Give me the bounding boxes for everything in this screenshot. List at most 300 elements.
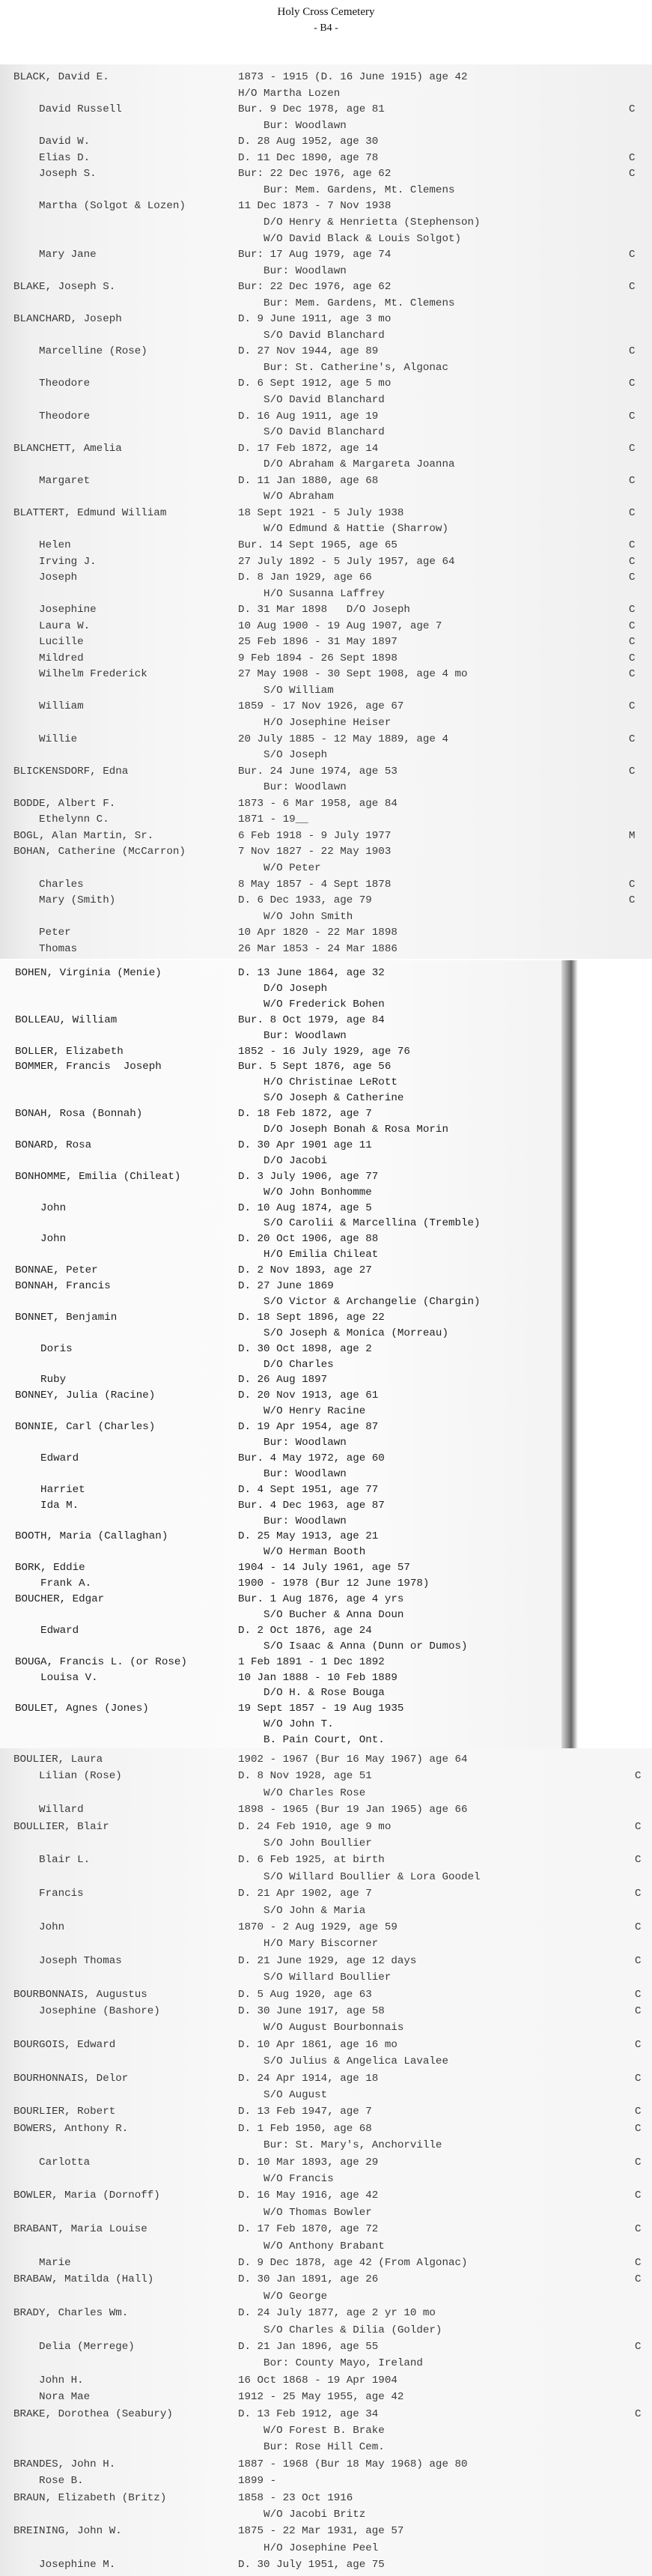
record-marker: C — [635, 2005, 642, 2017]
record-marker: C — [629, 249, 636, 261]
record-row — [0, 505, 652, 521]
record-details: D. 8 Jan 1929, age 66 — [238, 572, 372, 584]
record-name: BORK, Eddie — [15, 1562, 85, 1575]
record-row — [0, 1528, 573, 1545]
record-row — [0, 698, 652, 715]
record-row — [0, 811, 652, 828]
record-name: BOURHONNAIS, Delor — [13, 2072, 129, 2085]
record-details: Bur: Woodlawn — [238, 1437, 347, 1449]
record-name: Joseph — [13, 572, 78, 584]
record-row — [0, 2557, 652, 2573]
record-name: Theodore — [13, 378, 91, 390]
record-row — [0, 715, 652, 731]
record-details: 16 Oct 1868 - 19 Apr 1904 — [238, 2374, 397, 2386]
record-name: Irving J. — [13, 555, 97, 568]
record-row — [0, 779, 652, 795]
record-details: W/O John T. — [238, 1718, 334, 1731]
record-details: 1875 - 22 Mar 1931, age 57 — [238, 2525, 404, 2538]
record-row — [0, 2103, 652, 2120]
record-details: 18 Sept 1921 - 5 July 1938 — [238, 506, 404, 519]
record-name: Wilhelm Frederick — [13, 668, 147, 681]
record-details: D. 10 Apr 1861, age 16 mo — [238, 2038, 397, 2051]
record-details: 1900 - 1978 (Bur 12 June 1978) — [238, 1578, 430, 1590]
record-name: BRAKE, Dorothea (Seabury) — [13, 2407, 173, 2420]
record-name: BRABAW, Matilda (Hall) — [13, 2273, 154, 2286]
record-details: Bor: County Mayo, Ireland — [238, 2357, 423, 2370]
record-row — [0, 1184, 573, 1201]
record-marker: C — [629, 151, 636, 164]
record-name: Josephine — [13, 604, 97, 616]
record-row — [0, 1231, 573, 1247]
record-details: D. 8 Nov 1928, age 51 — [238, 1770, 372, 1783]
record-row — [0, 231, 652, 247]
record-row — [0, 2288, 652, 2305]
record-row — [0, 1450, 573, 1467]
record-details: D. 16 Aug 1911, age 19 — [238, 410, 379, 422]
record-row — [0, 1785, 652, 1801]
record-details: W/O Thomas Bowler — [238, 2206, 372, 2219]
record-name: Josephine (Bashore) — [13, 2005, 160, 2017]
record-details: D. 17 Feb 1872, age 14 — [238, 442, 379, 455]
record-marker: C — [635, 2257, 642, 2269]
record-details: D. 2 Oct 1876, age 24 — [238, 1624, 372, 1637]
record-row — [0, 1106, 573, 1122]
record-details: D. 21 Apr 1902, age 7 — [238, 1888, 372, 1900]
record-name: BOMMER, Francis Joseph — [15, 1061, 162, 1073]
record-row — [0, 2003, 652, 2019]
record-marker: C — [629, 506, 636, 519]
record-row — [0, 1434, 573, 1451]
record-name: BOGL, Alan Martin, Sr. — [13, 829, 154, 842]
record-details: D. 19 Apr 1954, age 87 — [238, 1421, 379, 1434]
record-row — [0, 1670, 573, 1686]
record-name: BONNIE, Carl (Charles) — [15, 1421, 156, 1434]
record-row — [0, 198, 652, 214]
record-row — [0, 2238, 652, 2255]
record-details: H/O Josephine Peel — [238, 2542, 379, 2554]
record-details: Bur: 17 Aug 1979, age 74 — [238, 249, 391, 261]
record-details: D. 3 July 1906, age 77 — [238, 1170, 379, 1183]
record-row — [0, 1043, 573, 1060]
record-details: S/O Carolii & Marcellina (Tremble) — [238, 1217, 481, 1230]
record-details: S/O Victor & Archangelie (Chargin) — [238, 1295, 481, 1308]
record-row — [0, 279, 652, 295]
record-details: D. 9 June 1911, age 3 mo — [238, 313, 391, 326]
record-row — [0, 1903, 652, 1919]
record-details: H/O Martha Lozen — [238, 87, 341, 100]
record-details: D. 26 Aug 1897 — [238, 1374, 328, 1387]
record-name: Carlotta — [13, 2156, 91, 2169]
record-details: D. 21 Jan 1896, age 55 — [238, 2341, 379, 2353]
record-details: Bur: Woodlawn — [238, 1029, 347, 1042]
record-name: BLANCHARD, Joseph — [13, 313, 122, 326]
record-row — [0, 747, 652, 763]
record-name: Edward — [15, 1624, 79, 1637]
record-name: BOLLEAU, William — [15, 1013, 118, 1026]
record-marker: C — [635, 1820, 642, 1833]
record-details: D. 1 Feb 1950, age 68 — [238, 2122, 372, 2135]
record-details: D. 10 Mar 1893, age 29 — [238, 2156, 379, 2169]
record-row — [0, 2305, 652, 2321]
record-name: Harriet — [15, 1483, 85, 1496]
record-marker: C — [629, 636, 636, 649]
record-details: S/O David Blanchard — [238, 329, 385, 342]
record-details: Bur: Woodlawn — [238, 119, 347, 132]
record-details: 1904 - 14 July 1961, age 57 — [238, 1562, 410, 1575]
record-name: BOURLIER, Robert — [13, 2106, 116, 2118]
record-name: John — [15, 1233, 67, 1246]
record-name: Mary Jane — [13, 249, 97, 261]
record-row — [0, 1638, 573, 1655]
record-marker: C — [629, 700, 636, 713]
record-row — [0, 85, 652, 102]
record-row — [0, 1732, 573, 1748]
record-marker: C — [629, 652, 636, 664]
record-details: Bur. 4 May 1972, age 60 — [238, 1452, 385, 1464]
record-name: Peter — [13, 927, 71, 939]
record-row — [0, 682, 652, 699]
record-row — [0, 1801, 652, 1818]
record-details: 1887 - 1968 (Bur 18 May 1968) age 80 — [238, 2458, 468, 2470]
record-details: 8 May 1857 - 4 Sept 1878 — [238, 878, 391, 891]
record-row — [0, 1986, 652, 2003]
record-marker: C — [629, 619, 636, 632]
record-row — [0, 2540, 652, 2557]
record-details: 27 May 1908 - 30 Sept 1908, age 4 mo — [238, 668, 468, 681]
record-name: Josephine M. — [13, 2559, 116, 2572]
record-details: D. 11 Dec 1890, age 78 — [238, 151, 379, 164]
record-name: Lilian (Rose) — [13, 1770, 122, 1783]
record-marker: C — [629, 733, 636, 745]
record-row — [0, 843, 652, 860]
record-details: D. 30 June 1917, age 58 — [238, 2005, 385, 2017]
record-details: 1912 - 25 May 1955, age 42 — [238, 2391, 404, 2404]
record-marker: C — [629, 168, 636, 181]
record-row — [0, 2053, 652, 2070]
record-details: Bur: Woodlawn — [238, 264, 347, 277]
record-row — [0, 343, 652, 360]
record-details: D. 9 Dec 1878, age 42 (From Algonac) — [238, 2257, 468, 2269]
record-row — [0, 2473, 652, 2489]
record-row — [0, 1246, 573, 1263]
record-details: S/O David Blanchard — [238, 426, 385, 439]
record-name: Helen — [13, 539, 71, 551]
record-row — [0, 1953, 652, 1969]
record-row — [0, 731, 652, 748]
record-details: D/O Jacobi — [238, 1154, 328, 1167]
record-marker: C — [635, 1770, 642, 1783]
record-row — [0, 1090, 573, 1106]
record-row — [0, 1751, 652, 1768]
record-details: 1870 - 2 Aug 1929, age 59 — [238, 1921, 397, 1933]
record-details: D. 5 Aug 1920, age 63 — [238, 1988, 372, 2001]
record-details: D. 27 June 1869 — [238, 1280, 334, 1292]
record-row — [0, 1622, 573, 1639]
record-name: Ethelynn C. — [13, 813, 109, 826]
record-row — [0, 311, 652, 327]
record-row — [0, 2422, 652, 2439]
record-row — [0, 1262, 573, 1279]
record-row — [0, 2439, 652, 2455]
record-details: D. 2 Nov 1893, age 27 — [238, 1264, 372, 1277]
record-details: D. 24 Feb 1910, age 9 mo — [238, 1820, 391, 1833]
record-row — [0, 214, 652, 231]
record-details: Bur. 9 Dec 1978, age 81 — [238, 103, 385, 116]
record-row — [0, 263, 652, 279]
record-row — [0, 1869, 652, 1885]
record-details: S/O David Blanchard — [238, 394, 385, 406]
record-row — [0, 666, 652, 682]
record-row — [0, 876, 652, 893]
record-row — [0, 1215, 573, 1231]
record-marker: C — [635, 2038, 642, 2051]
record-details: S/O Julius & Angelica Lavalee — [238, 2055, 448, 2068]
record-row — [0, 1341, 573, 1357]
record-row — [0, 1419, 573, 1435]
record-row — [0, 618, 652, 634]
record-marker: C — [629, 378, 636, 390]
record-row — [0, 2221, 652, 2237]
record-row — [0, 1835, 652, 1852]
record-details: 1898 - 1965 (Bur 19 Jan 1965) age 66 — [238, 1804, 468, 1816]
record-row — [0, 1497, 573, 1514]
record-details: H/O Josephine Heiser — [238, 717, 391, 729]
document-title: Holy Cross Cemetery — [277, 6, 375, 18]
record-details: W/O Peter — [238, 861, 321, 874]
record-details: W/O Jacobi Britz — [238, 2509, 366, 2521]
record-details: 1873 - 6 Mar 1958, age 84 — [238, 797, 397, 810]
record-name: BLICKENSDORF, Edna — [13, 765, 129, 778]
record-row — [0, 828, 652, 844]
record-name: Thomas — [13, 942, 78, 955]
record-name: BONAH, Rosa (Bonnah) — [15, 1108, 143, 1121]
record-details: S/O Bucher & Anna Doun — [238, 1608, 404, 1621]
record-details: 1852 - 16 July 1929, age 76 — [238, 1045, 410, 1058]
record-name: Martha (Solgot & Lozen) — [13, 200, 186, 213]
record-details: W/O Abraham — [238, 491, 334, 503]
record-details: H/O Emilia Chileat — [238, 1249, 379, 1261]
record-details: 10 Aug 1900 - 19 Aug 1907, age 7 — [238, 619, 442, 632]
record-details: 1 Feb 1891 - 1 Dec 1892 — [238, 1655, 385, 1668]
record-details: 1871 - 19__ — [238, 813, 308, 826]
record-row — [0, 601, 652, 618]
record-marker: C — [629, 442, 636, 455]
record-name: Ida M. — [15, 1499, 79, 1512]
record-name: Nora Mae — [13, 2391, 91, 2404]
record-details: W/O Charles Rose — [238, 1786, 366, 1799]
record-row — [0, 634, 652, 650]
record-row — [0, 2087, 652, 2103]
record-details: S/O John & Maria — [238, 1904, 366, 1917]
record-row — [0, 101, 652, 118]
record-row — [0, 650, 652, 667]
record-name: BLANCHETT, Amelia — [13, 442, 122, 455]
record-row — [0, 763, 652, 780]
record-details: D. 24 Apr 1914, age 18 — [238, 2072, 379, 2085]
record-name: Marcelline (Rose) — [13, 345, 147, 358]
record-row — [0, 2490, 652, 2506]
record-name: BONARD, Rosa — [15, 1139, 92, 1151]
record-marker: C — [635, 2223, 642, 2236]
record-details: 27 July 1892 - 5 July 1957, age 64 — [238, 555, 455, 568]
record-details: D. 30 Oct 1898, age 2 — [238, 1342, 372, 1355]
record-row — [0, 1607, 573, 1623]
record-details: 25 Feb 1896 - 31 May 1897 — [238, 636, 397, 649]
record-details: Bur. 24 June 1974, age 53 — [238, 765, 397, 778]
record-marker: C — [635, 2122, 642, 2135]
record-row — [0, 2037, 652, 2053]
record-row — [0, 1466, 573, 1482]
record-marker: C — [635, 2341, 642, 2353]
record-row — [0, 1012, 573, 1028]
record-details: Bur. 1 Aug 1876, age 4 yrs — [238, 1593, 404, 1605]
record-row — [0, 1685, 573, 1701]
record-details: 20 July 1885 - 12 May 1889, age 4 — [238, 733, 448, 745]
record-marker: C — [635, 1854, 642, 1867]
record-details: 6 Feb 1918 - 9 July 1977 — [238, 829, 391, 842]
record-details: W/O Anthony Brabant — [238, 2240, 385, 2252]
record-row — [0, 1716, 573, 1733]
record-details: D. 31 Mar 1898 D/O Joseph — [238, 604, 410, 616]
record-row — [0, 2187, 652, 2204]
record-marker: C — [635, 2407, 642, 2420]
record-marker: M — [629, 829, 636, 842]
record-row — [0, 2121, 652, 2137]
record-details: D. 30 July 1951, age 75 — [238, 2559, 385, 2572]
record-details: D. 25 May 1913, age 21 — [238, 1530, 379, 1543]
record-details: W/O Frederick Bohen — [238, 998, 385, 1010]
record-row — [0, 69, 652, 85]
record-row — [0, 1325, 573, 1342]
record-row — [0, 941, 652, 957]
record-name: BREINING, John W. — [13, 2525, 122, 2538]
record-details: D/O Joseph — [238, 982, 328, 995]
record-name: BOHEN, Virginia (Menie) — [15, 967, 162, 979]
record-marker: C — [629, 668, 636, 681]
record-row — [0, 1560, 573, 1576]
record-row — [0, 2204, 652, 2221]
record-row — [0, 2523, 652, 2539]
record-row — [0, 892, 652, 909]
record-row — [0, 1969, 652, 1986]
record-details: Bur: St. Mary's, Anchorville — [238, 2139, 442, 2152]
record-marker: C — [635, 1988, 642, 2001]
record-row — [0, 182, 652, 198]
record-name: David Russell — [13, 103, 122, 116]
record-name: BOULIER, Laura — [13, 1754, 103, 1766]
record-name: John — [15, 1201, 67, 1214]
record-row — [0, 1294, 573, 1310]
record-row — [0, 1372, 573, 1388]
record-details: D. 24 July 1877, age 2 yr 10 mo — [238, 2307, 436, 2320]
record-details: W/O George — [238, 2290, 328, 2303]
record-name: BONNET, Benjamin — [15, 1311, 118, 1324]
record-row — [0, 1309, 573, 1326]
record-name: Elias D. — [13, 151, 91, 164]
record-marker: C — [635, 1954, 642, 1967]
record-name: BOULLIER, Blair — [13, 1820, 109, 1833]
record-details: 26 Mar 1853 - 24 Mar 1886 — [238, 942, 397, 955]
record-row — [0, 133, 652, 150]
record-row — [0, 360, 652, 376]
record-details: Bur: St. Catherine's, Algonac — [238, 361, 448, 374]
record-row — [0, 1482, 573, 1498]
record-details: Bur. 8 Oct 1979, age 84 — [238, 1013, 385, 1026]
record-details: W/O Henry Racine — [238, 1405, 366, 1418]
record-name: Edward — [15, 1452, 79, 1464]
record-details: W/O Francis — [238, 2173, 334, 2185]
record-row — [0, 2171, 652, 2187]
record-row — [0, 2019, 652, 2036]
record-details: Bur: 22 Dec 1976, age 62 — [238, 281, 391, 294]
record-details: D. 18 Feb 1872, age 7 — [238, 1108, 372, 1121]
record-row — [0, 246, 652, 263]
record-row — [0, 1575, 573, 1592]
record-name: Louisa V. — [15, 1671, 98, 1684]
record-row — [0, 537, 652, 554]
record-row — [0, 2389, 652, 2405]
record-marker: C — [629, 555, 636, 568]
record-marker: C — [635, 1888, 642, 1900]
record-row — [0, 375, 652, 392]
record-row — [0, 473, 652, 489]
record-details: D/O Henry & Henrietta (Stephenson) — [238, 216, 481, 228]
record-marker: C — [629, 894, 636, 907]
record-details: 7 Nov 1827 - 22 May 1903 — [238, 846, 391, 858]
record-details: D. 13 Feb 1912, age 34 — [238, 2407, 379, 2420]
record-row — [0, 327, 652, 344]
record-details: S/O Joseph & Monica (Morreau) — [238, 1327, 448, 1339]
record-name: Francis — [13, 1888, 84, 1900]
record-name: Frank A. — [15, 1578, 92, 1590]
record-row — [0, 1403, 573, 1419]
record-marker: C — [629, 878, 636, 891]
record-name: BONNAE, Peter — [15, 1264, 98, 1277]
record-details: W/O David Black & Louis Solgot) — [238, 232, 461, 245]
record-name: BONHOMME, Emilia (Chileat) — [15, 1170, 181, 1183]
record-name: Charles — [13, 878, 84, 891]
record-details: W/O Herman Booth — [238, 1546, 366, 1559]
record-marker: C — [635, 2156, 642, 2169]
record-row — [0, 2456, 652, 2473]
record-details: D/O Abraham & Margareta Joanna — [238, 458, 455, 471]
record-details: D/O Charles — [238, 1358, 334, 1371]
record-details: W/O August Bourbonnais — [238, 2022, 404, 2034]
record-details: D. 6 Dec 1933, age 79 — [238, 894, 372, 907]
record-row — [0, 2070, 652, 2087]
record-row — [0, 1768, 652, 1784]
record-row — [0, 1121, 573, 1138]
record-details: Bur: Rose Hill Cem. — [238, 2441, 385, 2454]
record-details: S/O Willard Boullier & Lora Goodel — [238, 1870, 481, 1883]
record-details: D. 4 Sept 1951, age 77 — [238, 1483, 379, 1496]
record-details: D. 16 May 1916, age 42 — [238, 2189, 379, 2202]
record-details: D. 10 Aug 1874, age 5 — [238, 1201, 372, 1214]
record-details: 1859 - 17 Nov 1926, age 67 — [238, 700, 404, 713]
record-page-2 — [0, 960, 573, 1748]
record-details: Bur: 22 Dec 1976, age 62 — [238, 168, 391, 181]
record-row — [0, 2355, 652, 2372]
record-details: W/O John Smith — [238, 910, 353, 923]
record-row — [0, 2406, 652, 2422]
record-details: H/O Mary Biscorner — [238, 1938, 379, 1951]
record-marker: C — [629, 410, 636, 422]
record-marker: C — [629, 474, 636, 487]
record-row — [0, 166, 652, 182]
record-marker: C — [635, 2189, 642, 2202]
record-row — [0, 569, 652, 586]
record-row — [0, 408, 652, 425]
